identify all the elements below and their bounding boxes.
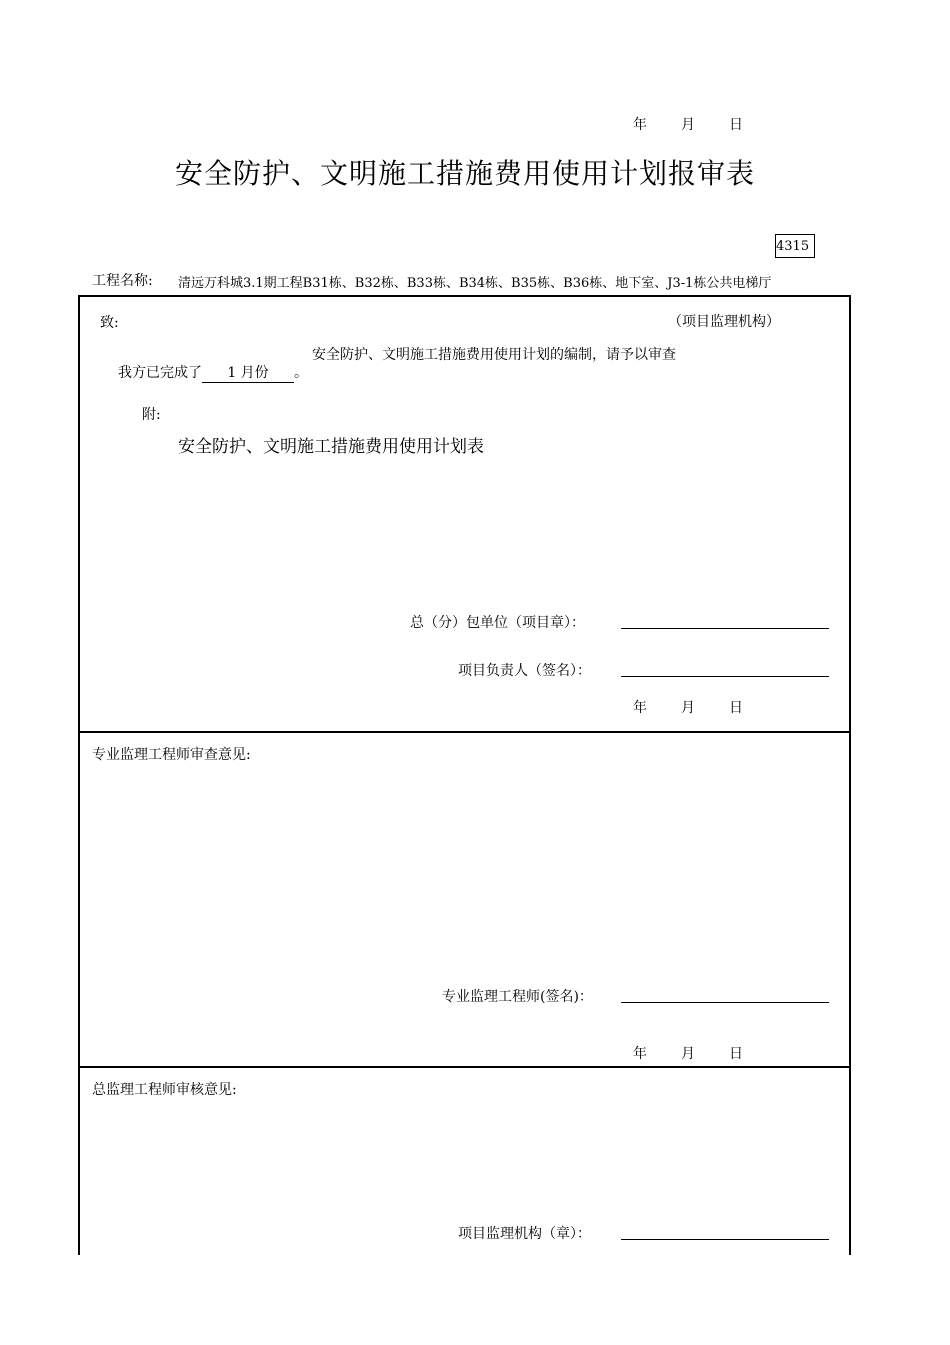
contractor-sign-line[interactable] (621, 628, 829, 629)
engineer-review-heading: 专业监理工程师审查意见: (92, 747, 251, 763)
header-date-day: 日 (729, 117, 743, 133)
statement-upper: 安全防护、文明施工措施费用使用计划的编制，请予以审查 (312, 347, 676, 363)
manager-sign-line[interactable] (621, 676, 829, 677)
page-title: 安全防护、文明施工措施费用使用计划报审表 (174, 157, 755, 190)
header-date-month: 月 (681, 117, 695, 133)
statement-part2: 。 (294, 365, 308, 381)
supervision-seal-label: 项目监理机构（章）： (458, 1226, 591, 1242)
section2-date (633, 1043, 777, 1063)
addressee-org: （项目监理机构） (668, 314, 780, 330)
header-date-year: 年 (633, 117, 647, 133)
project-name-label: 工程名称: (92, 273, 153, 289)
header-date (633, 114, 777, 134)
contractor-sign-label: 总（分）包单位（项目章）： (410, 615, 585, 631)
attachment-label: 附: (142, 407, 161, 423)
section1-date-day: 日 (729, 700, 743, 716)
statement-part1: 我方已完成了 (118, 365, 202, 381)
engineer-sign-label: 专业监理工程师(签名)： (442, 989, 593, 1005)
chief-review-heading: 总监理工程师审核意见: (92, 1082, 237, 1098)
section2-date-day: 日 (729, 1046, 743, 1062)
form-code-box: 4315 (775, 234, 815, 258)
section-divider-1 (78, 731, 851, 733)
statement-line (118, 362, 308, 383)
section1-date-year: 年 (633, 700, 647, 716)
manager-sign-label: 项目负责人（签名）： (458, 663, 591, 679)
addressee-label: 致: (100, 315, 119, 331)
section1-date (633, 697, 777, 717)
attachment-item: 安全防护、文明施工措施费用使用计划表 (178, 437, 484, 457)
section-divider-2 (78, 1066, 851, 1068)
period-value: 1 月份 (202, 364, 294, 383)
section2-date-year: 年 (633, 1046, 647, 1062)
section1-date-month: 月 (681, 700, 695, 716)
project-name-value: 清远万科城3.1期工程B31栋、B32栋、B33栋、B34栋、B35栋、B36栋、地下室、J3-1栋公共电梯厅 (178, 276, 772, 291)
supervision-seal-line[interactable] (621, 1239, 829, 1240)
engineer-sign-line[interactable] (621, 1002, 829, 1003)
section2-date-month: 月 (681, 1046, 695, 1062)
